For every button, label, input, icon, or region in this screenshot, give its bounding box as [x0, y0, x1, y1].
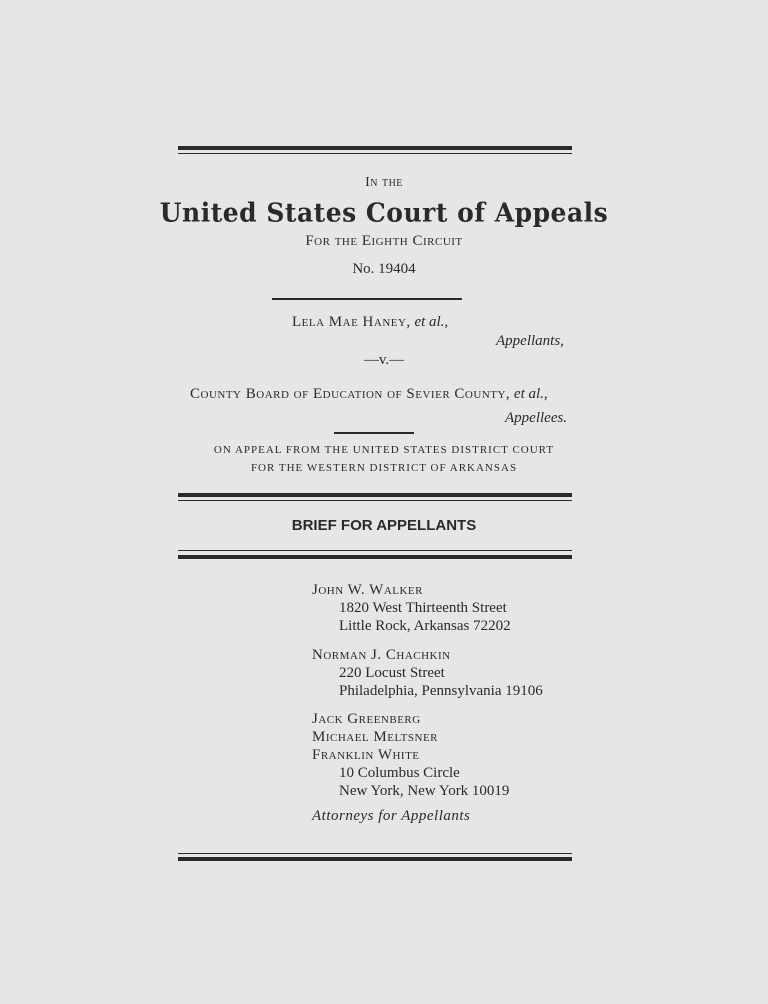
attorney-name-meltsner: Michael Meltsner — [312, 729, 439, 745]
appellees-label: Appellees. — [505, 410, 568, 426]
attorney-block-walker — [312, 582, 511, 634]
appellant-name: Lela Mae Haney, — [292, 314, 411, 330]
attorney-street-walker: 1820 West Thirteenth Street — [339, 600, 507, 616]
attorney-name-greenberg: Jack Greenberg — [312, 711, 421, 727]
mid-rule-thick-2 — [178, 555, 572, 559]
appellee-line — [190, 386, 548, 403]
court-name-heading: United States Court of Appeals — [159, 197, 609, 228]
attorney-city-walker: Little Rock, Arkansas 72202 — [339, 618, 511, 634]
appellee-etal: et al., — [513, 386, 548, 402]
top-rule-thin — [178, 153, 572, 154]
attorney-name-chachkin: Norman J. Chachkin — [312, 647, 451, 663]
appeal-line-2: FOR THE WESTERN DISTRICT OF ARKANSAS — [250, 462, 518, 474]
attorney-name-white: Franklin White — [312, 747, 420, 763]
brief-title: BRIEF FOR APPELLANTS — [291, 517, 477, 534]
versus-text: —v.— — [363, 352, 405, 368]
mid-rule-thin-1 — [178, 500, 572, 501]
in-the-text: In the — [365, 175, 403, 190]
attorney-street-chachkin: 220 Locust Street — [339, 665, 445, 681]
appellant-line — [292, 314, 448, 331]
appellee-name: County Board of Education of Sevier County, — [190, 386, 511, 402]
case-number: No. 19404 — [352, 261, 416, 277]
appeal-line-1: ON APPEAL FROM THE UNITED STATES DISTRICT COURT — [213, 444, 555, 456]
parties-rule — [334, 432, 414, 434]
attorney-block-group — [312, 711, 509, 799]
attorney-name-walker: John W. Walker — [312, 582, 423, 598]
attorney-street-group: 10 Columbus Circle — [339, 765, 460, 781]
mid-rule-thick-1 — [178, 493, 572, 497]
mid-rule-thin-2 — [178, 550, 572, 551]
case-number-rule — [272, 298, 462, 300]
bottom-rule-thin — [178, 853, 572, 854]
appellant-etal: et al., — [414, 314, 449, 330]
attorney-block-chachkin — [312, 647, 543, 699]
attorneys-role: Attorneys for Appellants — [312, 808, 471, 824]
attorney-city-group: New York, New York 10019 — [339, 783, 510, 799]
bottom-rule-thick — [178, 857, 572, 861]
appellants-label: Appellants, — [496, 333, 564, 349]
top-rule-thick — [178, 146, 572, 150]
attorney-city-chachkin: Philadelphia, Pennsylvania 19106 — [339, 683, 543, 699]
circuit-text: For the Eighth Circuit — [305, 233, 463, 249]
